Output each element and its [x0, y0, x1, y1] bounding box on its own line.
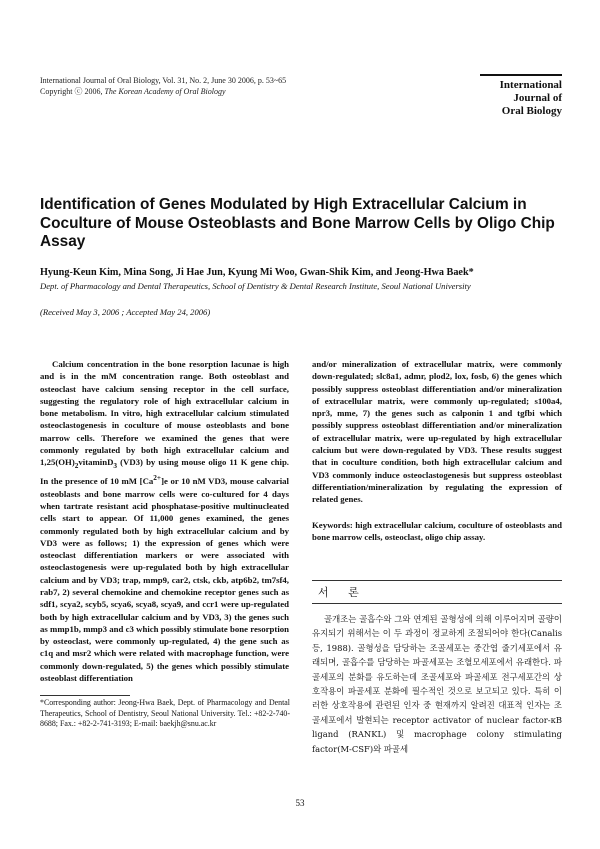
- abstract-text: [40, 358, 289, 684]
- abstract-left-column: [40, 358, 289, 684]
- received-dates: (Received May 3, 2006 ; Accepted May 24, 2006): [40, 307, 211, 317]
- subscript: 3: [113, 462, 118, 471]
- copyright-prefix: Copyright ⓒ 2006,: [40, 87, 105, 96]
- paper-title: Identification of Genes Modulated by High Extracellular Calcium in Coculture of Mouse Osteoblasts and Bone Marrow Cells by Oligo Chip Assay: [40, 196, 555, 250]
- footnote-divider: [40, 695, 130, 696]
- abstract-part: ]e or 10 nM VD3, mouse calvarial osteoblasts and bone marrow cells were co-cultured for 4 days when tartrate resistant acid phosphatase-positive multinucleated cells start to appear. Of 11,000 genes examined, the genes commonly regulated both by high extracellular calcium and by VD3 were as follows; 1) the expression of genes which were osteoclast differentiation markers or were associated with osteoclastogenesis were up-regulated both by high extracellular calcium and by VD3; trap, mmp9, car2, ctsk, ckb, atp6b2, tm7sf4, rab7, 2) several chemokine and chemokine receptor genes such as sdf1, scya2, scyb5, scya6, scya8, scya9, and ccr1 were up-regulated both by high extracellular calcium and by VD3, 3) the genes such as mmp1b, mmp3 and c3 which possibly stimulate bone resorption by osteoclast, were commonly up-regulated, 4) the gene such as c1q and msr2 which were related with macrophage function, were commonly down-regulated, 5) the genes which possibly stimulate osteoblast differentiation: [40, 476, 289, 684]
- journal-citation: [40, 75, 440, 97]
- corresponding-author-footnote: *Corresponding author: Jeong-Hwa Baek, Dept. of Pharmacology and Dental Therapeutics, School of Dentistry, Seoul National University. Tel.: +82-2-740-8688; Fax.: +82-2-741-3193; E-mail: baekjh@snu.ac.kr: [40, 698, 290, 728]
- intro-heading: 서 론: [312, 580, 562, 604]
- abstract-part: Calcium concentration in the bone resorption lacunae is high and is in the mM concentration range. Both osteoblast and osteoclast have calcium sensing receptor in the cell surface, suggesting the regulatory role of high extracellular calcium in bone metabolism. In vitro, high extracellular calcium stimulated osteoclastogenesis in coculture of mouse osteoblasts and bone marrow cells. Therefore we examined the genes that were commonly regulated by both high extracellular calcium and 1,25(OH): [40, 359, 289, 468]
- keywords: Keywords: high extracellular calcium, coculture of osteoblasts and bone marrow cells, osteoclast, oligo chip assay.: [312, 519, 562, 542]
- abstract-continued: and/or mineralization of extracellular matrix, were commonly down-regulated; slc8a1, admr, plod2, lox, fosb, 6) the genes which possibly suppress osteoblast differentiation and/or mineralization of extracellular matrix, were commonly up-regulated; s100a4, npr3, mme, 7) the genes such as calponin 1 and tgfbi which possibly suppress osteoblast differentiation and/or mineralization of extracellular matrix, were up-regulated by high extracellular calcium but were down-regulated by VD3. These results suggest that in coculture condition, both high extracellular calcium and VD3 commonly induce osteoclastogenesis but suppress osteoblast differentiation/mineralization by regulating the expression of related genes.: [312, 359, 562, 505]
- journal-name-line: International: [499, 79, 562, 91]
- superscript: 2+: [153, 474, 162, 483]
- citation-line: International Journal of Oral Biology, Vol. 31, No. 2, June 30 2006, p. 53~65: [40, 76, 287, 85]
- copyright-line: [40, 86, 440, 97]
- affiliation: Dept. of Pharmacology and Dental Therapeutics, School of Dentistry & Dental Research Institute, Seoul National University: [40, 281, 471, 291]
- journal-name-box: [480, 74, 562, 118]
- journal-name-line: Journal of: [513, 92, 562, 104]
- abstract-part: vitaminD: [78, 457, 114, 468]
- intro-text: 골개조는 골흡수와 그와 연계된 골형성에 의해 이루어지며 골량이 유지되기 위해서는 이 두 과정이 정교하게 조절되어야 한다(Canalis 등, 1988). 골형성을 담당하는 조골세포는 중간엽 줄기세포에서 유래되며, 골흡수를 담당하는 파골세포는 조혈모세포에서 유래한다. 파골세포의 분화를 유도하는데 조골세포와 파골세포 전구세포간의 상호작용이 파골세포 분화에 필수적인 것으로 보고되고 있다. 특히 이러한 상호작용에 관련된 인자 중 현재까지 알려진 대표적 인자는 조골세포에서 발현되는 receptor activator of nuclear factor-κB ligand (RANKL) 및 macrophage colony stimulating factor(M-CSF)와 파골세: [312, 614, 562, 754]
- subscript: 2: [74, 462, 79, 471]
- abstract-right-column: [312, 358, 562, 543]
- journal-name-line: Oral Biology: [501, 105, 562, 117]
- abstract-part: (VD3) by using mouse oligo 11 K gene chip. In the presence of 10 mM [Ca: [40, 457, 289, 487]
- author-list: Hyung-Keun Kim, Mina Song, Ji Hae Jun, Kyung Mi Woo, Gwan-Shik Kim, and Jeong-Hwa Baek*: [40, 267, 474, 278]
- page-number: 53: [295, 798, 305, 808]
- copyright-society: The Korean Academy of Oral Biology: [104, 87, 226, 96]
